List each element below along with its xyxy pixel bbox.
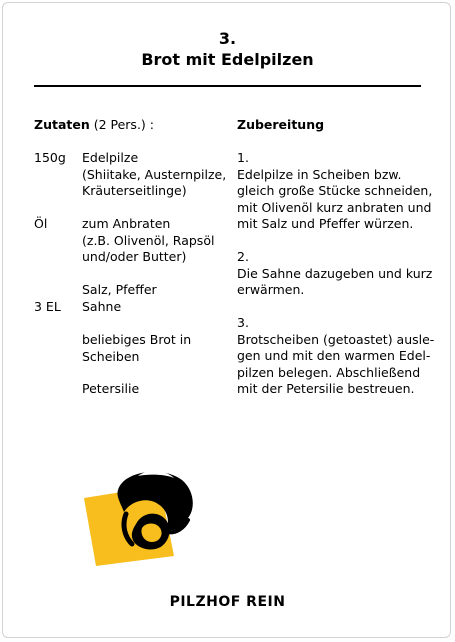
ingredient-line: zum Anbraten [82,216,171,231]
step-line: erwärmen. [237,282,305,297]
ingredient-line: Salz, Pfeffer [82,282,157,297]
step-line: mit der Petersilie bestreuen. [237,381,415,396]
ingredient-item [82,282,157,299]
step-line: mit Olivenöl kurz anbraten und [237,199,432,215]
preparation-step [237,249,432,299]
ingredient-line: (z.B. Olivenöl, Rapsöl [82,232,215,248]
step-number: 2. [237,249,249,264]
title-divider [34,85,421,87]
ingredient-qty: Öl [34,216,48,231]
step-line: Brotscheiben (getoastet) ausle- [237,331,435,347]
ingredient-line: und/oder Butter) [82,249,187,264]
step-line: gen und mit den warmen Edel- [237,348,431,363]
preparation-heading [237,117,324,132]
ingredient-item [82,216,214,266]
ingredient-line: Scheiben [82,348,140,364]
ingredient-qty: 150g [34,150,66,165]
ingredient-line: (Shiitake, Austernpilze, [82,166,227,182]
ingredients-servings: (2 Pers.) : [89,117,154,132]
recipe-number: 3. [218,29,237,48]
step-number: 1. [237,150,249,165]
ingredient-item [82,332,191,365]
ingredient-item [82,299,121,316]
step-line: Edelpilze in Scheiben bzw. [237,166,402,182]
ingredient-item [82,381,139,398]
ingredient-line: Kräuterseitlinge) [82,183,187,198]
ingredient-qty: 3 EL [34,299,61,314]
ingredient-line: Sahne [82,299,122,314]
preparation-step [237,315,434,398]
ingredients-heading-label: Zutaten [34,117,90,132]
step-line: gleich große Stücke schneiden, [237,183,433,198]
recipe-title: Brot mit Edelpilzen [141,50,314,69]
step-number: 3. [237,315,249,330]
step-line: Die Sahne dazugeben und kurz [237,265,433,281]
ingredient-line: Petersilie [82,381,140,396]
step-line: mit Salz und Pfeffer würzen. [237,216,414,231]
ingredient-item [82,150,226,200]
pilzhof-logo-icon [78,462,198,572]
preparation-heading-label: Zubereitung [237,117,325,132]
ingredient-line: beliebiges Brot in [82,332,192,347]
ingredient-line: Edelpilze [82,150,139,165]
preparation-step [237,150,432,233]
ingredients-heading [34,117,154,132]
brand-name: PILZHOF REIN [169,594,286,610]
step-line: pilzen belegen. Abschließend [237,364,421,380]
